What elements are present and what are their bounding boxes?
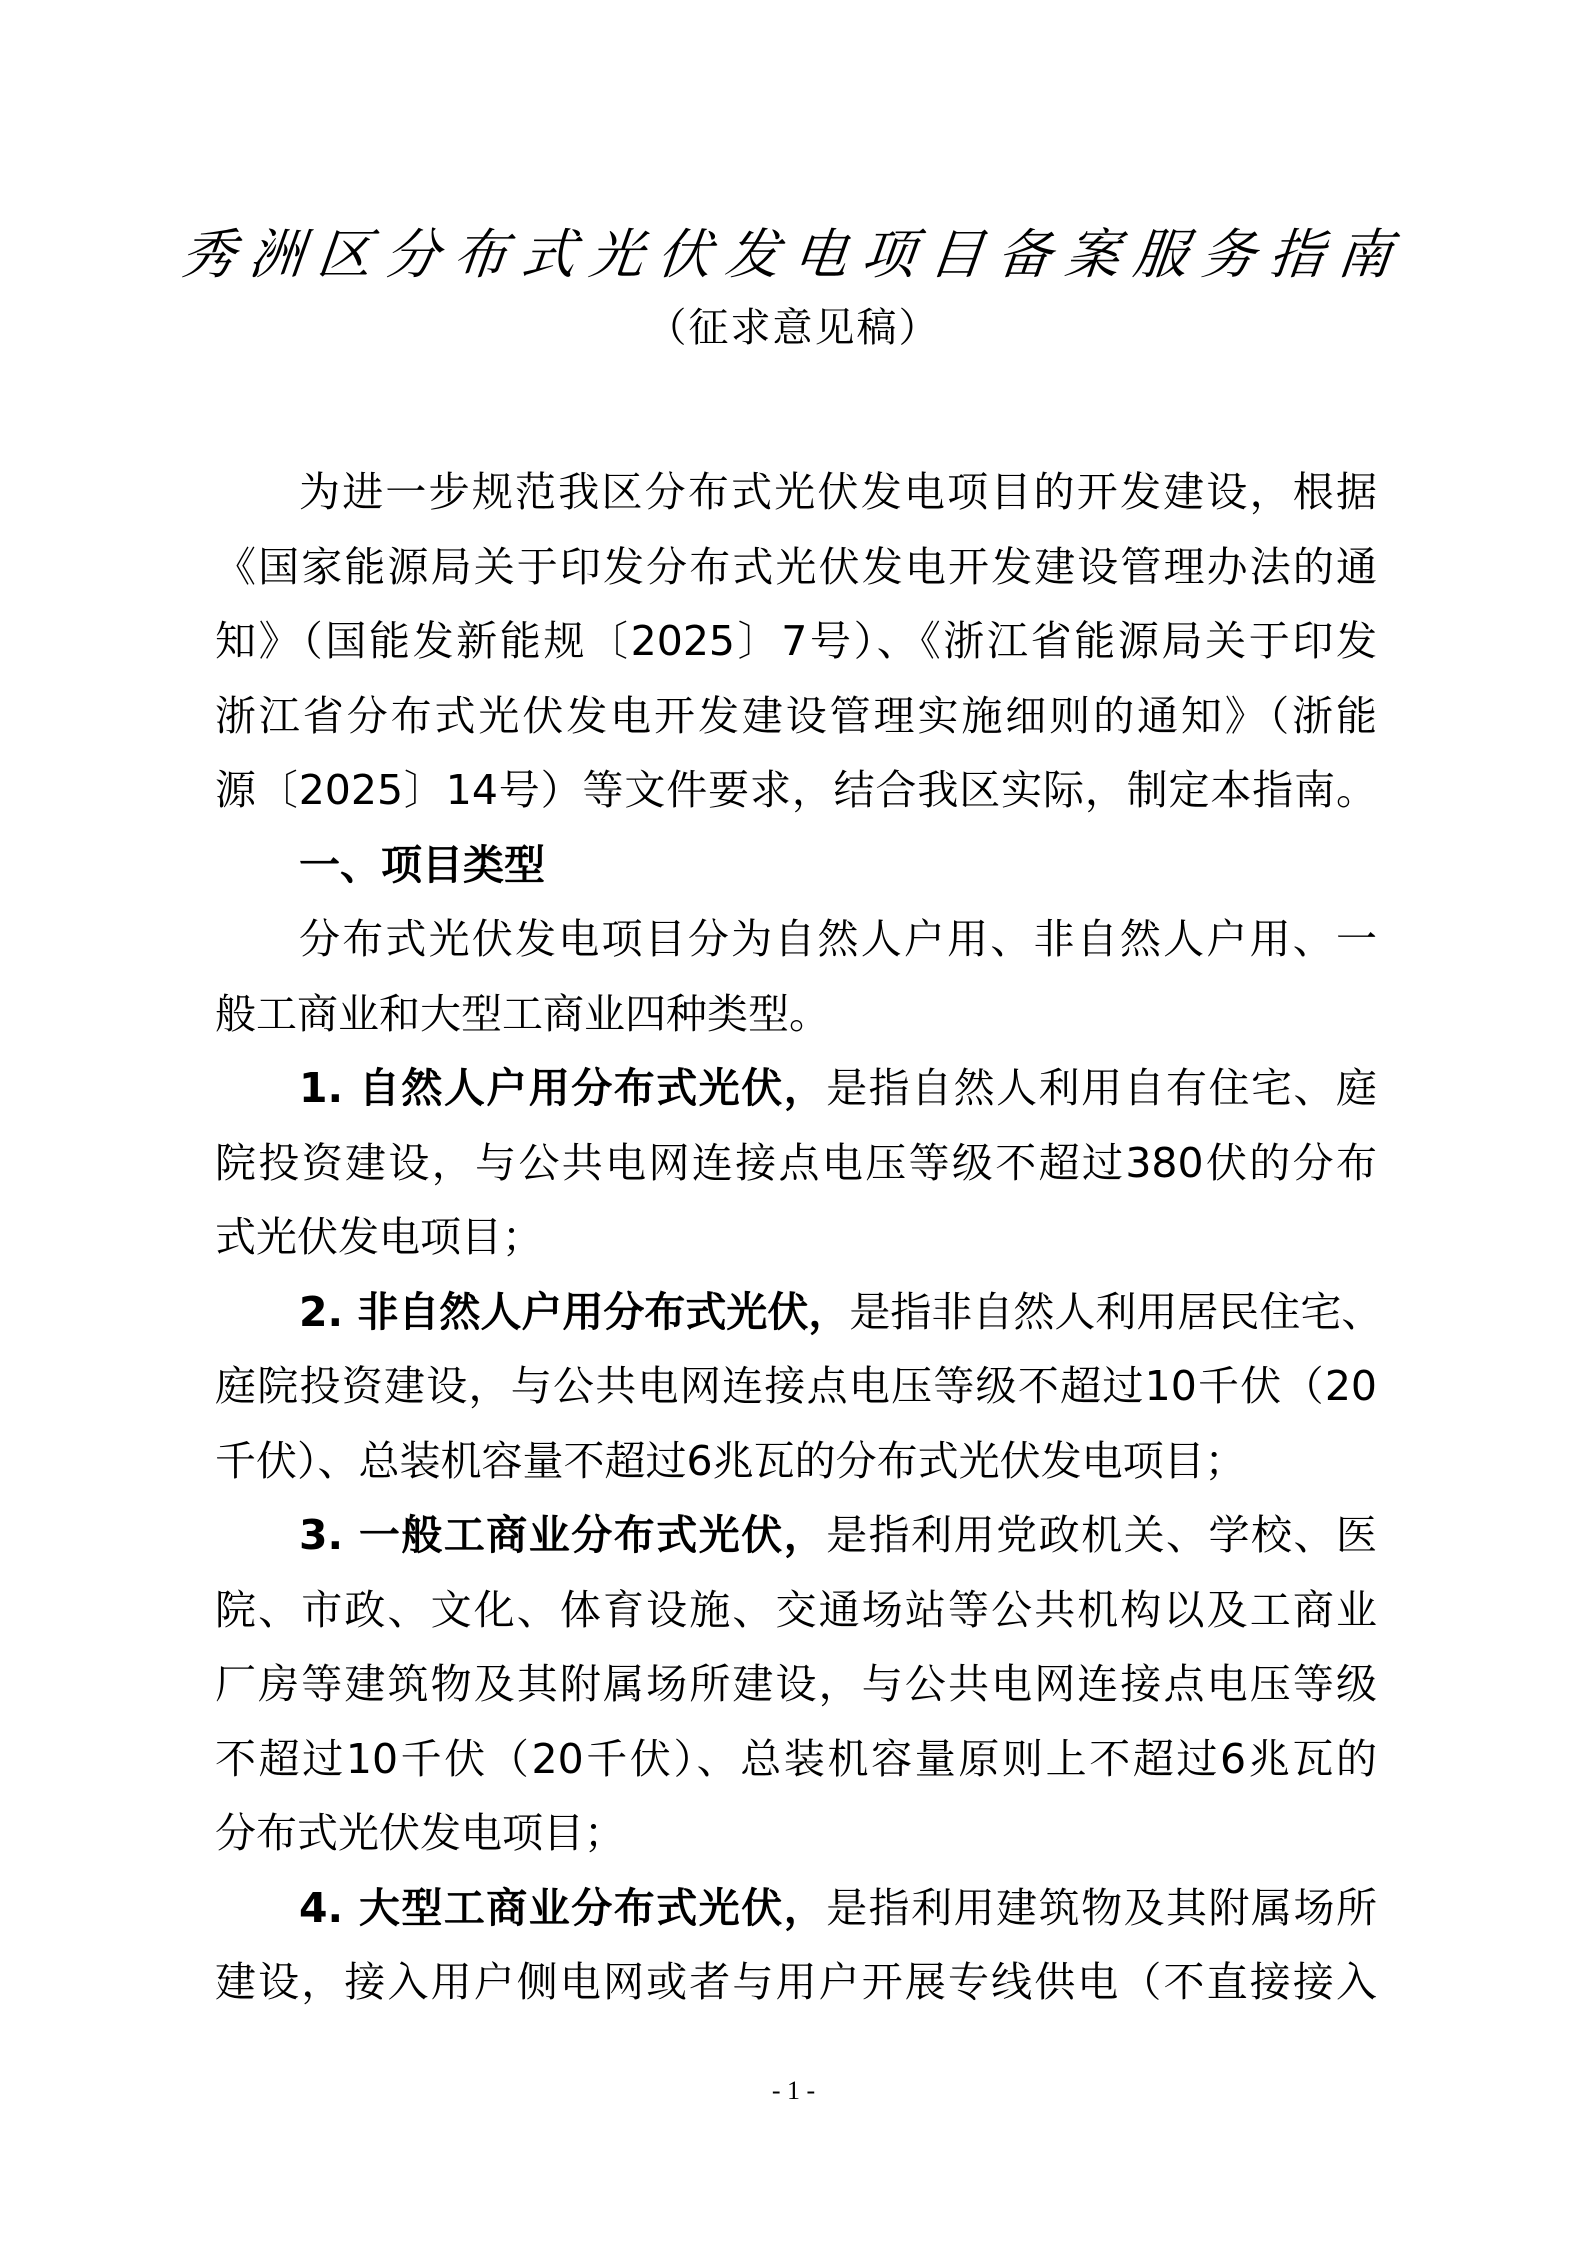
item-4-line: 建设，接入用户侧电网或者与用户开展专线供电（不直接接入 (215, 1958, 1377, 2006)
document-title: 秀洲区分布式光伏发电项目备案服务指南 (178, 223, 1409, 286)
item-1-term: 1. 自然人户用分布式光伏， (299, 1064, 827, 1112)
item-3-line: 不超过10千伏（20千伏）、总装机容量原则上不超过6兆瓦的 (215, 1734, 1377, 1783)
item-3-line (215, 1498, 1377, 1573)
item-2-term: 2. 非自然人户用分布式光伏， (299, 1287, 850, 1336)
item-3-text: 是指利用党政机关、学校、医 (826, 1511, 1377, 1559)
document-subtitle: （征求意见稿） (646, 305, 941, 351)
item-1-text: 是指自然人利用自有住宅、庭 (826, 1064, 1377, 1112)
overview-line: 分布式光伏发电项目分为自然人户用、非自然人户用、一 (299, 915, 1377, 963)
intro-line: 源〔2025〕14号）等文件要求，结合我区实际，制定本指南。 (215, 766, 1377, 814)
item-3-term: 3. 一般工商业分布式光伏， (299, 1511, 827, 1559)
item-1-line: 式光伏发电项目； (215, 1213, 543, 1261)
item-3-line: 院、市政、文化、体育设施、交通场站等公共机构以及工商业 (215, 1585, 1377, 1634)
item-4-text: 是指利用建筑物及其附属场所 (826, 1883, 1377, 1932)
item-3-line: 厂房等建筑物及其附属场所建设，与公共电网连接点电压等级 (215, 1660, 1377, 1708)
section-heading: 一、项目类型 (299, 840, 545, 889)
item-2-text: 是指非自然人利用居民住宅、 (849, 1287, 1383, 1336)
item-2-line: 庭院投资建设，与公共电网连接点电压等级不超过10千伏（20 (215, 1362, 1377, 1410)
item-2-line (215, 1275, 1383, 1350)
page-number: - 1 - (771, 2076, 816, 2105)
item-1-line: 院投资建设，与公共电网连接点电压等级不超过380伏的分布 (215, 1138, 1377, 1187)
item-2-line: 千伏）、总装机容量不超过6兆瓦的分布式光伏发电项目； (215, 1436, 1246, 1485)
overview-line: 般工商业和大型工商业四种类型。 (215, 989, 830, 1038)
item-1-line (215, 1051, 1377, 1126)
intro-line: 浙江省分布式光伏发电开发建设管理实施细则的通知》（浙能 (215, 691, 1377, 740)
intro-line: 《国家能源局关于印发分布式光伏发电开发建设管理办法的通 (215, 542, 1377, 591)
item-4-line (215, 1871, 1377, 1946)
item-3-line: 分布式光伏发电项目； (215, 1809, 625, 1857)
item-4-term: 4. 大型工商业分布式光伏， (299, 1883, 827, 1932)
intro-line: 为进一步规范我区分布式光伏发电项目的开发建设，根据 (299, 468, 1377, 516)
document-body (215, 455, 1383, 2020)
intro-line: 知》（国能发新能规〔2025〕7号）、《浙江省能源局关于印发 (215, 617, 1377, 665)
